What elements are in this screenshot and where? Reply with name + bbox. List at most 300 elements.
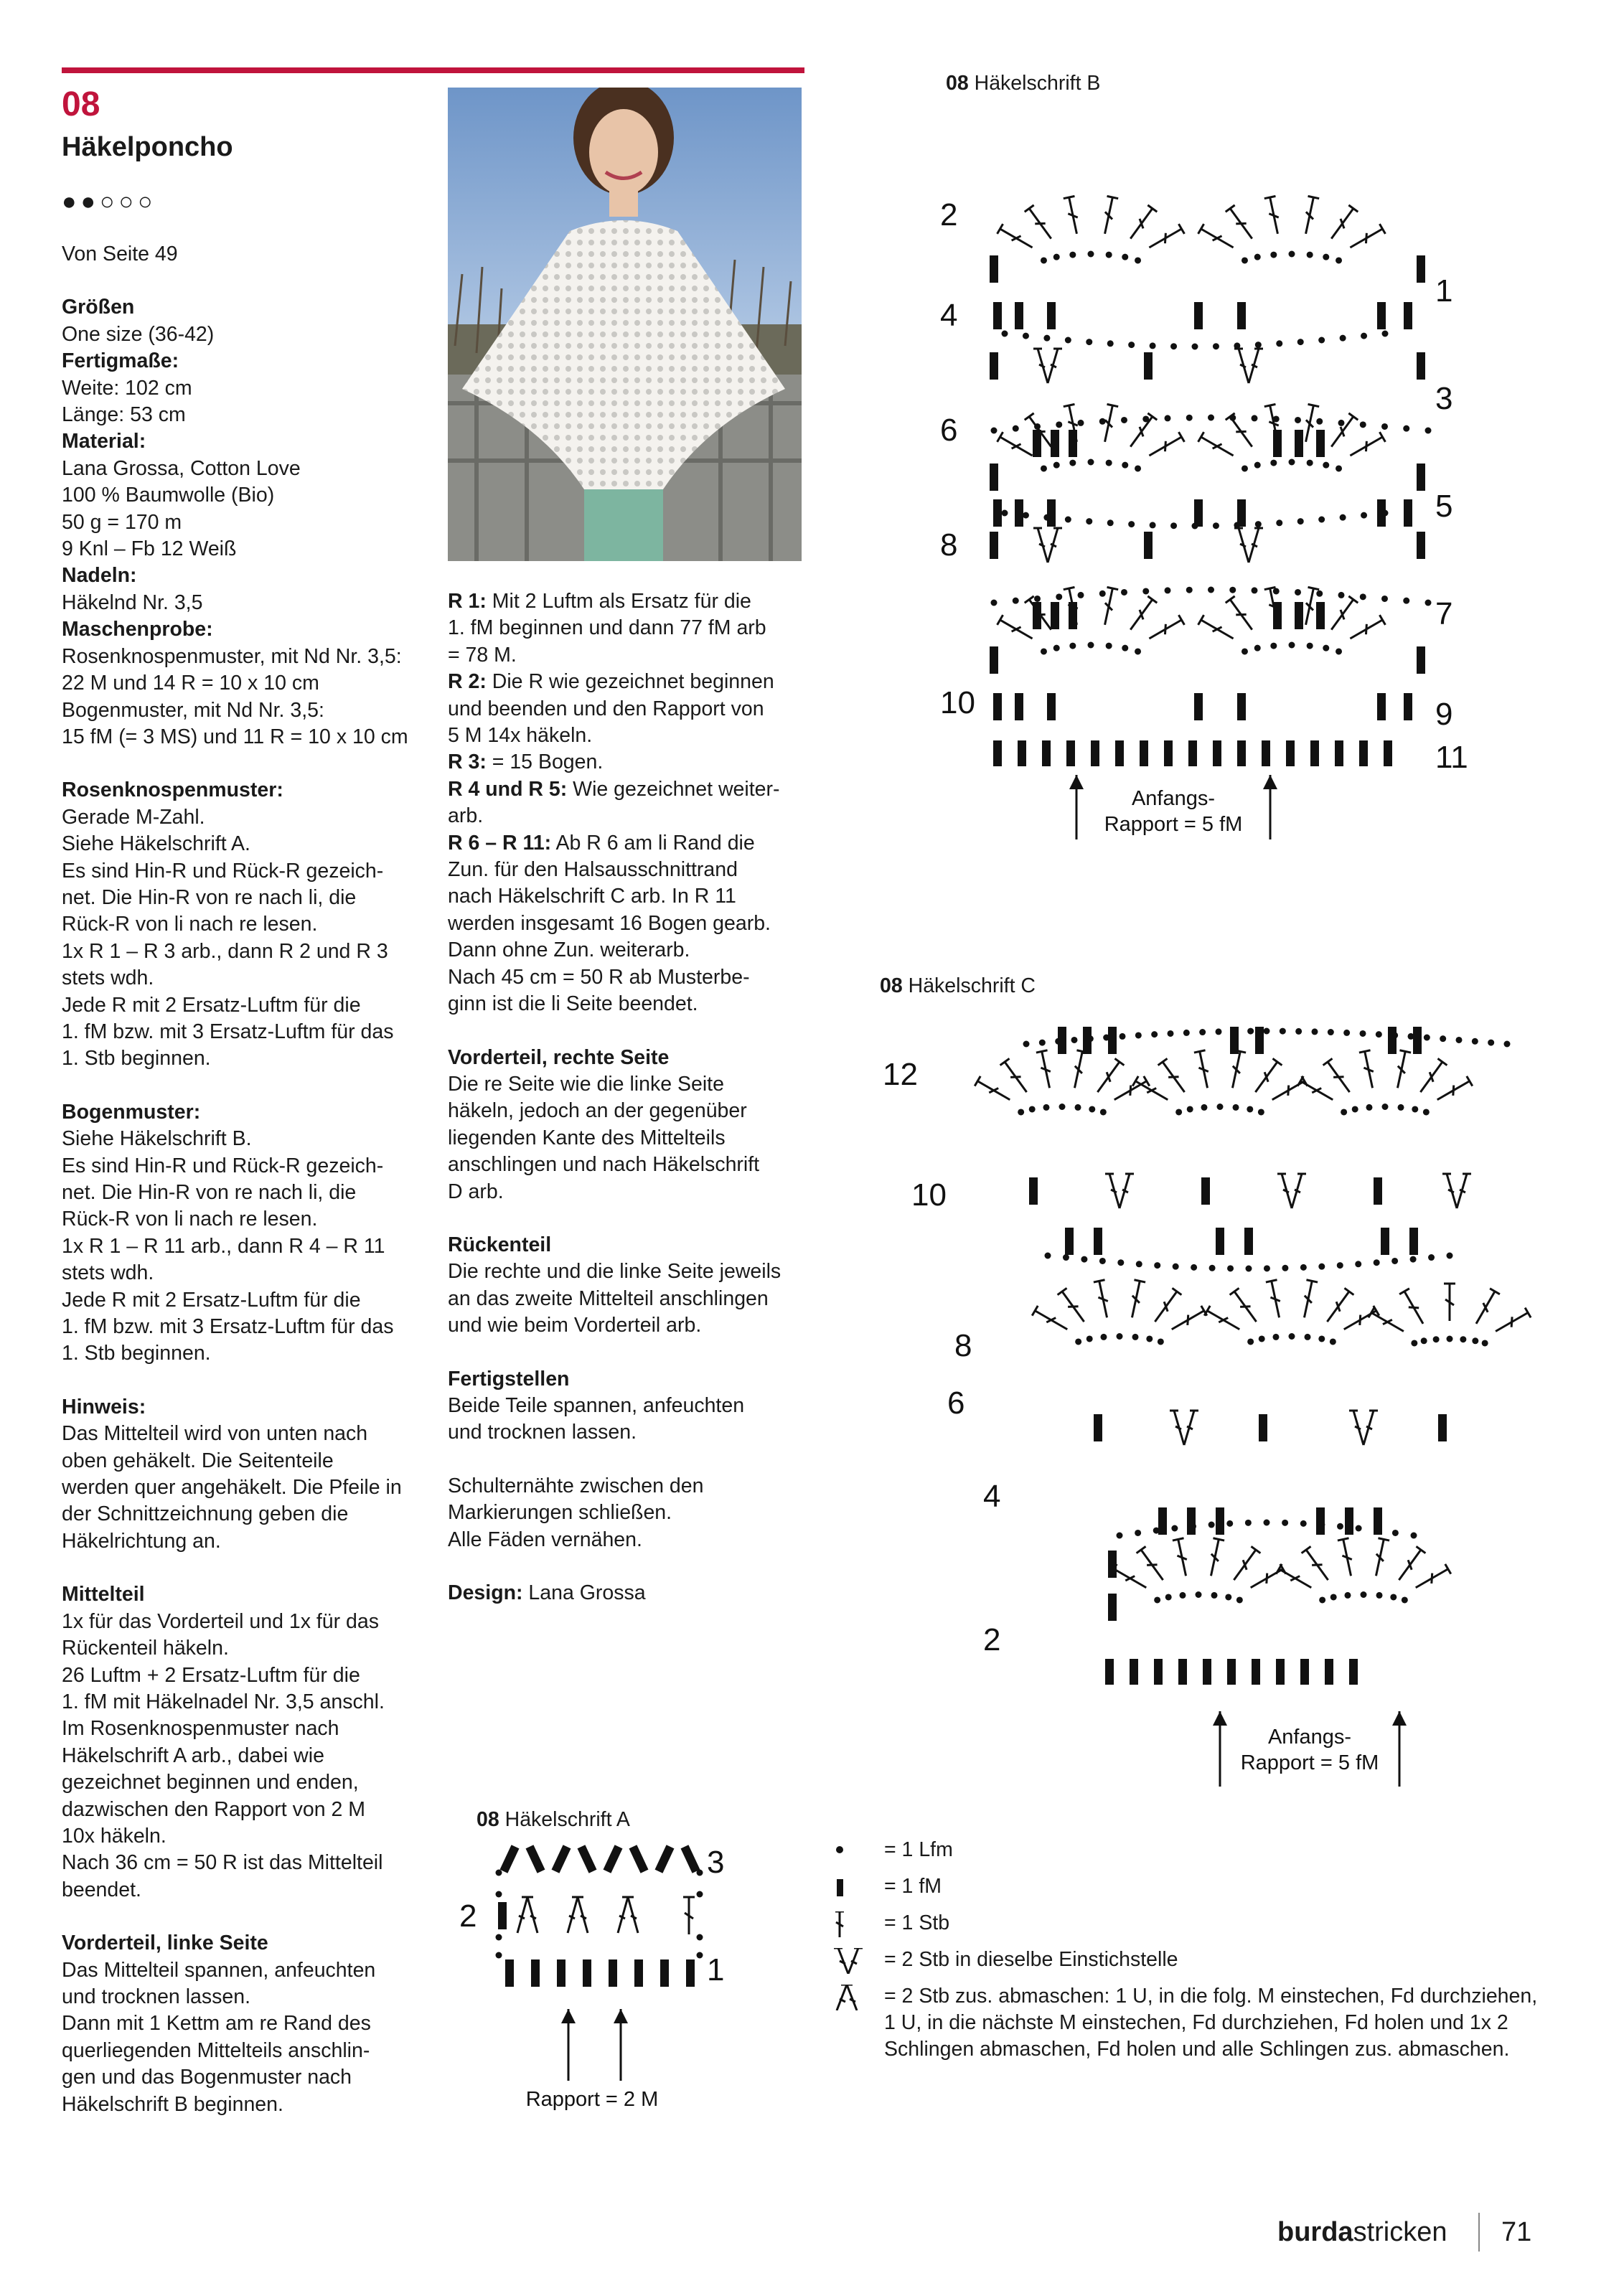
sc-bar <box>1273 430 1282 457</box>
text-line: 9 Knl – Fb 12 Weiß <box>62 537 237 561</box>
text-line: Fertigmaße: <box>62 349 179 373</box>
instructions-column-1 <box>62 241 435 2118</box>
chain-dot <box>1053 645 1060 651</box>
dc-stitch <box>1226 205 1257 242</box>
chain-dot <box>1411 1340 1417 1346</box>
sc-bar <box>1047 302 1056 329</box>
poncho-photo <box>448 88 802 561</box>
sc-bar <box>1404 499 1412 527</box>
text-line: anschlingen und nach Häkelschrift <box>448 1153 760 1177</box>
dc-stitch <box>1302 1546 1333 1583</box>
sc-bar <box>1345 1507 1353 1535</box>
chain-dot <box>1099 418 1106 425</box>
dc-stitch <box>1146 432 1184 461</box>
chain-dot <box>1199 1029 1206 1035</box>
sc-bar <box>1108 1551 1117 1578</box>
dc-stitch <box>1198 224 1236 253</box>
text-line: D arb. <box>448 1180 504 1203</box>
sc-bar <box>1178 1659 1187 1685</box>
text-line: nach Häkelschrift C arb. In R 11 <box>448 885 736 908</box>
dc-stitch <box>1327 596 1358 633</box>
text-line: R 3: = 15 Bogen. <box>448 751 604 774</box>
text-line: Markierungen schließen. <box>448 1501 672 1525</box>
dc-stitch <box>1126 413 1158 450</box>
sc-bar <box>583 1959 591 1987</box>
text-line: werden quer angehäkelt. Die Pfeile in <box>62 1476 402 1500</box>
text-line: net. Die Hin-R von re nach li, die <box>62 1181 357 1204</box>
sc-bar <box>1417 255 1425 283</box>
chain-dot <box>1382 1104 1389 1110</box>
chain-dot <box>1179 1592 1186 1599</box>
text-line: Siehe Häkelschrift B. <box>62 1127 252 1151</box>
chain-dot <box>1460 1336 1466 1342</box>
chain-dot <box>697 1952 703 1959</box>
dc-stitch <box>1058 1288 1089 1325</box>
legend-item <box>834 2010 1595 2036</box>
chain-dot <box>1488 1040 1494 1046</box>
dc-stitch <box>1069 1050 1088 1089</box>
text-line: liegenden Kante des Mittelteils <box>448 1126 726 1149</box>
row-number: 2 <box>983 1622 1001 1657</box>
text-line: ginn ist die li Seite beendet. <box>448 992 698 1016</box>
chain-dot <box>697 1891 703 1898</box>
sc-bar <box>634 1959 643 1987</box>
dc-stitch <box>1204 1306 1242 1335</box>
sc-bar <box>1194 499 1203 527</box>
dc-stitch <box>1226 596 1257 633</box>
text-line: 26 Luftm + 2 Ersatz-Luftm für die <box>62 1663 360 1687</box>
chain-dot <box>1208 415 1214 421</box>
dc-stitch <box>1347 224 1385 253</box>
text-line: Gerade M-Zahl. <box>62 805 205 829</box>
chain-dot <box>1344 1592 1351 1599</box>
dc-stitch <box>1416 1058 1447 1095</box>
dc-stitch <box>1327 413 1358 450</box>
sc-bar <box>1015 499 1023 527</box>
crochet-chart-c <box>861 1004 1550 1801</box>
chain-dot <box>1398 1104 1404 1111</box>
chain-dot <box>1002 510 1008 517</box>
sc-bar <box>1108 1027 1117 1054</box>
chain-dot <box>1456 1037 1463 1043</box>
text-line: Jede R mit 2 Ersatz-Luftm für die <box>62 993 361 1017</box>
chain-dot <box>1403 425 1409 432</box>
chain-dot <box>1154 1596 1160 1603</box>
sc-bar <box>1237 693 1246 720</box>
chain-dot <box>1099 1258 1106 1264</box>
row-number: 7 <box>1435 596 1453 631</box>
text-line: und wie beim Vorderteil arb. <box>448 1314 702 1337</box>
chain-dot <box>1361 1591 1367 1598</box>
sc-bar <box>1018 740 1026 766</box>
chain-dot <box>1318 1264 1325 1270</box>
chain-dot <box>1323 462 1329 469</box>
text-line: stets wdh. <box>62 1261 154 1285</box>
chain-dot <box>1081 1256 1087 1263</box>
sc-bar <box>1377 693 1386 720</box>
chain-dot <box>1289 251 1295 258</box>
dc-stitch <box>1347 615 1385 644</box>
chain-dot <box>1226 1520 1233 1527</box>
text-line: 1. Stb beginnen. <box>62 1047 211 1071</box>
chain-dot <box>1374 1259 1380 1266</box>
bar-icon <box>834 1875 863 1901</box>
chain-dot <box>1086 1335 1093 1342</box>
text-line: Alle Fäden vernähen. <box>448 1528 642 1551</box>
chain-dot <box>1117 1533 1123 1539</box>
chain-dot <box>1247 1338 1254 1345</box>
sc-bar <box>629 1845 649 1873</box>
chain-dot <box>1297 339 1304 345</box>
sc-bar <box>990 352 998 380</box>
chain-dot <box>1352 1106 1358 1112</box>
sc-bar <box>993 302 1002 329</box>
text-line: Fertigstellen <box>448 1367 570 1391</box>
text-line: beendet. <box>62 1878 141 1901</box>
chain-dot <box>1282 1520 1288 1526</box>
chain-dot <box>1289 642 1295 649</box>
arrow-head <box>1213 1711 1227 1726</box>
chain-dot <box>1065 337 1071 344</box>
chain-dot <box>1034 423 1041 430</box>
sc-bar <box>1091 740 1099 766</box>
legend-text: Schlingen abmaschen, Fd holen und alle Schlingen zus. abmaschen. <box>884 2038 1510 2061</box>
text-line: Dann ohne Zun. weiterarb. <box>448 938 690 962</box>
sc-bar <box>1213 740 1221 766</box>
chain-dot <box>1135 1032 1142 1038</box>
sc-bar <box>1042 740 1051 766</box>
chain-dot <box>1340 514 1346 521</box>
chart-caption: Rapport = 5 fM <box>1240 1751 1379 1774</box>
sc-bar <box>681 1845 700 1873</box>
chain-dot <box>1336 257 1342 263</box>
chain-dot <box>1246 1266 1252 1272</box>
sc-bar <box>1188 740 1197 766</box>
chain-dot <box>1088 251 1094 258</box>
chain-dot <box>1150 342 1156 349</box>
chain-dot <box>1338 420 1345 426</box>
sc-bar <box>1065 1228 1074 1255</box>
chain-dot <box>1121 417 1127 423</box>
chain-dot <box>1039 1040 1046 1046</box>
sc-bar <box>1316 602 1325 629</box>
chain-dot <box>1264 1265 1270 1271</box>
dc-stitch <box>1036 1050 1055 1089</box>
chart-caption: Rapport = 2 M <box>525 2088 659 2111</box>
chain-dot <box>1264 1028 1270 1035</box>
legend-item <box>834 1947 1595 1973</box>
chain-dot <box>1225 1594 1231 1600</box>
chain-dot <box>1122 645 1128 651</box>
dc-stitch <box>1230 1288 1262 1325</box>
text-line: an das zweite Mittelteil anschlingen <box>448 1286 769 1310</box>
chain-dot <box>1472 1337 1478 1344</box>
sc-bar <box>1325 1659 1333 1685</box>
chain-dot <box>496 1934 502 1941</box>
text-line: Vorderteil, linke Seite <box>62 1932 268 1955</box>
sc-bar <box>1033 602 1041 629</box>
cluster-stitch <box>568 1897 588 1933</box>
arrow-head <box>614 2009 628 2023</box>
sc-bar <box>1244 1228 1253 1255</box>
row-number: 5 <box>1435 489 1453 524</box>
chain-dot <box>1201 1104 1207 1111</box>
dc-stitch <box>998 224 1036 253</box>
sc-bar <box>990 255 998 283</box>
chain-dot <box>1233 1104 1239 1111</box>
chain-dot <box>1307 252 1313 258</box>
dc-stitch <box>683 1897 695 1934</box>
chain-dot <box>1056 593 1062 600</box>
chain-dot <box>1428 1254 1435 1261</box>
chain-dot <box>1273 588 1280 594</box>
text-line: Das Mittelteil spannen, anfeuchten <box>62 1958 376 1982</box>
row-number: 2 <box>459 1899 477 1934</box>
text-line: Häkelnd Nr. 3,5 <box>62 591 203 614</box>
sc-bar <box>993 740 1002 766</box>
pattern-title: Häkelponcho <box>62 132 233 162</box>
text-line: Häkelrichtung an. <box>62 1529 221 1553</box>
chain-dot <box>1170 522 1177 529</box>
text-line: One size (36-42) <box>62 322 215 346</box>
sc-bar <box>1404 693 1412 720</box>
text-line: Maschenprobe: <box>62 618 213 641</box>
sc-bar <box>1310 740 1319 766</box>
text-line: net. Die Hin-R von re nach li, die <box>62 885 357 909</box>
chain-dot <box>1100 1109 1107 1115</box>
sc-bar <box>1194 693 1203 720</box>
dc-stitch <box>1227 1050 1246 1089</box>
chain-dot <box>1183 1030 1190 1036</box>
chain-dot <box>991 600 998 606</box>
chain-dot <box>1270 460 1277 466</box>
text-line: Mittelteil <box>62 1583 145 1606</box>
arrow-head <box>561 2009 576 2023</box>
sc-bar <box>1201 1177 1210 1205</box>
text-line: und beenden und den Rapport von <box>448 697 764 720</box>
chain-dot <box>1089 1106 1095 1112</box>
sc-bar <box>1069 430 1077 457</box>
text-line: = 78 M. <box>448 643 517 667</box>
chain-dot <box>1043 1104 1049 1111</box>
chain-dot <box>1402 1596 1408 1603</box>
cluster-icon <box>834 1985 863 2010</box>
dc-stitch <box>1347 432 1385 461</box>
text-line: 22 M und 14 R = 10 x 10 cm <box>62 672 319 695</box>
chain-dot <box>1100 1334 1107 1340</box>
text-line: Siehe Häkelschrift A. <box>62 832 250 856</box>
dc-stitch <box>1413 1564 1451 1593</box>
chain-dot <box>1403 598 1409 604</box>
chain-dot <box>1150 522 1156 528</box>
sc-bar <box>1349 1659 1358 1685</box>
chain-dot <box>1211 1592 1218 1599</box>
dc-stitch <box>1194 1050 1213 1089</box>
sc-bar <box>1187 1507 1196 1535</box>
text-line: 100 % Baumwolle (Bio) <box>62 484 275 507</box>
chain-dot <box>1053 462 1060 469</box>
chain-dot <box>1106 460 1112 466</box>
text-line: Weite: 102 cm <box>62 376 192 400</box>
sc-bar <box>1144 532 1153 559</box>
chain-dot <box>1356 1525 1362 1531</box>
chain-dot <box>1186 587 1193 593</box>
row-number: 6 <box>940 413 958 448</box>
chain-dot <box>1078 592 1084 598</box>
v-stitch <box>1442 1174 1471 1208</box>
v-stitch-icon <box>834 1948 863 1974</box>
chain-dot <box>1307 643 1313 649</box>
text-line: Häkelschrift A arb., dabei wie <box>62 1744 324 1767</box>
sc-bar <box>604 1845 623 1873</box>
dc-stitch <box>1126 205 1158 242</box>
legend-text: = 1 fM <box>884 1875 942 1898</box>
sc-bar <box>1216 1507 1224 1535</box>
v-stitch <box>1234 349 1263 383</box>
sc-bar <box>1033 430 1041 457</box>
chain-dot <box>1338 592 1345 598</box>
legend-item <box>834 2036 1595 2063</box>
text-line: Dann mit 1 Kettm am re Rand des <box>62 2012 371 2036</box>
sc-bar <box>1066 740 1075 766</box>
dc-stitch <box>1137 1546 1168 1583</box>
dc-stitch <box>1132 1076 1170 1105</box>
chain-dot <box>1120 1033 1126 1040</box>
magazine-brand: burdastricken <box>1277 2217 1447 2247</box>
chain-dot <box>1361 333 1367 339</box>
dc-stitch <box>1392 1050 1411 1089</box>
chain-dot <box>1107 519 1114 526</box>
v-stitch <box>1105 1174 1134 1208</box>
legend-item <box>834 1873 1595 1900</box>
text-line: Vorderteil, rechte Seite <box>448 1045 670 1069</box>
text-line: 1. fM bzw. mit 3 Ersatz-Luftm für das <box>62 1315 394 1339</box>
chain-dot <box>1171 1525 1178 1531</box>
text-line: Design: Lana Grossa <box>448 1581 646 1604</box>
chain-dot <box>1142 415 1149 422</box>
dc-stitch <box>1094 1280 1112 1319</box>
chain-dot <box>1341 1109 1347 1115</box>
chain-dot <box>1165 1594 1172 1600</box>
chain-dot <box>1018 1109 1024 1115</box>
text-line: gezeichnet beginnen und enden, <box>62 1771 359 1794</box>
chain-dot <box>1382 510 1389 517</box>
chain-dot <box>1165 587 1171 593</box>
chain-dot <box>1245 1520 1252 1526</box>
footer-divider <box>1478 2213 1480 2252</box>
sc-bar <box>1051 430 1059 457</box>
chain-dot <box>1216 1028 1222 1035</box>
row-number: 8 <box>954 1328 972 1363</box>
text-line: Es sind Hin-R und Rück-R gezeich- <box>62 1154 384 1177</box>
sc-bar <box>1417 646 1425 674</box>
dc-stitch <box>1198 432 1236 461</box>
sc-bar <box>1115 740 1124 766</box>
chain-dot <box>1209 1265 1216 1271</box>
chain-dot <box>1217 1104 1224 1110</box>
chain-dot <box>1168 1030 1174 1037</box>
sc-bar <box>609 1959 617 1987</box>
chain-dot <box>1158 1338 1164 1345</box>
dc-stitch <box>1323 1288 1354 1325</box>
sc-bar <box>1069 602 1077 629</box>
chain-dot <box>1318 517 1325 523</box>
chain-dot <box>1295 589 1301 596</box>
text-line: Im Rosenknospenmuster nach <box>62 1717 339 1741</box>
sc-bar <box>1252 1659 1260 1685</box>
v-stitch <box>1234 528 1263 563</box>
dc-stitch <box>1025 205 1056 242</box>
chain-dot <box>1041 465 1047 471</box>
sc-bar <box>1108 1594 1117 1621</box>
text-line: Das Mittelteil wird von unten nach <box>62 1422 368 1446</box>
sc-bar <box>1154 1659 1163 1685</box>
chain-dot <box>1213 522 1219 529</box>
sc-bar <box>1300 1659 1309 1685</box>
chain-dot <box>1382 331 1389 337</box>
difficulty-rating: ●●○○○ <box>62 188 157 215</box>
sc-bar <box>1388 1027 1397 1054</box>
sc-bar <box>1083 1027 1092 1054</box>
chain-dot <box>1423 1109 1430 1115</box>
text-line: Größen <box>62 296 135 319</box>
row-number: 3 <box>707 1845 725 1880</box>
chain-dot <box>1043 514 1050 521</box>
dc-stitch <box>1000 1058 1032 1095</box>
chain-dot <box>1412 1106 1418 1112</box>
sc-bar <box>578 1845 597 1873</box>
symbol-legend <box>834 1837 1595 2063</box>
sc-bar <box>1203 1659 1211 1685</box>
crochet-chart-a <box>459 1837 761 2117</box>
chain-dot <box>1391 1258 1398 1264</box>
dc-stitch <box>1146 615 1184 644</box>
chain-dot <box>1056 421 1062 428</box>
dc-stitch <box>1093 1058 1125 1095</box>
sc-bar <box>526 1845 545 1873</box>
sc-bar <box>1384 740 1392 766</box>
chain-dot <box>1106 252 1112 258</box>
dc-stitch <box>998 432 1036 461</box>
chain-dot <box>1002 331 1008 337</box>
chain-dot <box>1318 337 1325 344</box>
chain-dot <box>1323 645 1329 651</box>
chain-dot <box>1208 1522 1215 1528</box>
chain-dot <box>1421 1337 1427 1344</box>
sc-bar <box>990 464 998 491</box>
chain-dot <box>1425 428 1432 434</box>
row-number: 3 <box>1435 381 1453 416</box>
row-number: 1 <box>707 1952 725 1987</box>
text-line: 5 M 14x häkeln. <box>448 724 593 748</box>
chain-dot <box>1254 462 1261 469</box>
sc-bar <box>1230 1027 1239 1054</box>
text-line: dazwischen den Rapport von 2 M <box>62 1797 365 1821</box>
chain-dot <box>1330 1594 1337 1600</box>
chain-dot <box>1447 1336 1453 1342</box>
dc-stitch <box>1127 1280 1145 1319</box>
chain-dot <box>1433 1336 1440 1342</box>
sc-bar <box>1029 1177 1038 1205</box>
page-number: 71 <box>1501 2217 1532 2247</box>
chain-dot <box>1300 1520 1307 1527</box>
chain-dot <box>1282 1265 1288 1271</box>
sc-bar <box>1276 1659 1285 1685</box>
sc-bar <box>1438 1414 1447 1441</box>
text-line: werden insgesamt 16 Bogen gearb. <box>448 911 771 935</box>
chain-dot <box>1482 1340 1488 1346</box>
dc-stitch <box>1323 1058 1355 1095</box>
